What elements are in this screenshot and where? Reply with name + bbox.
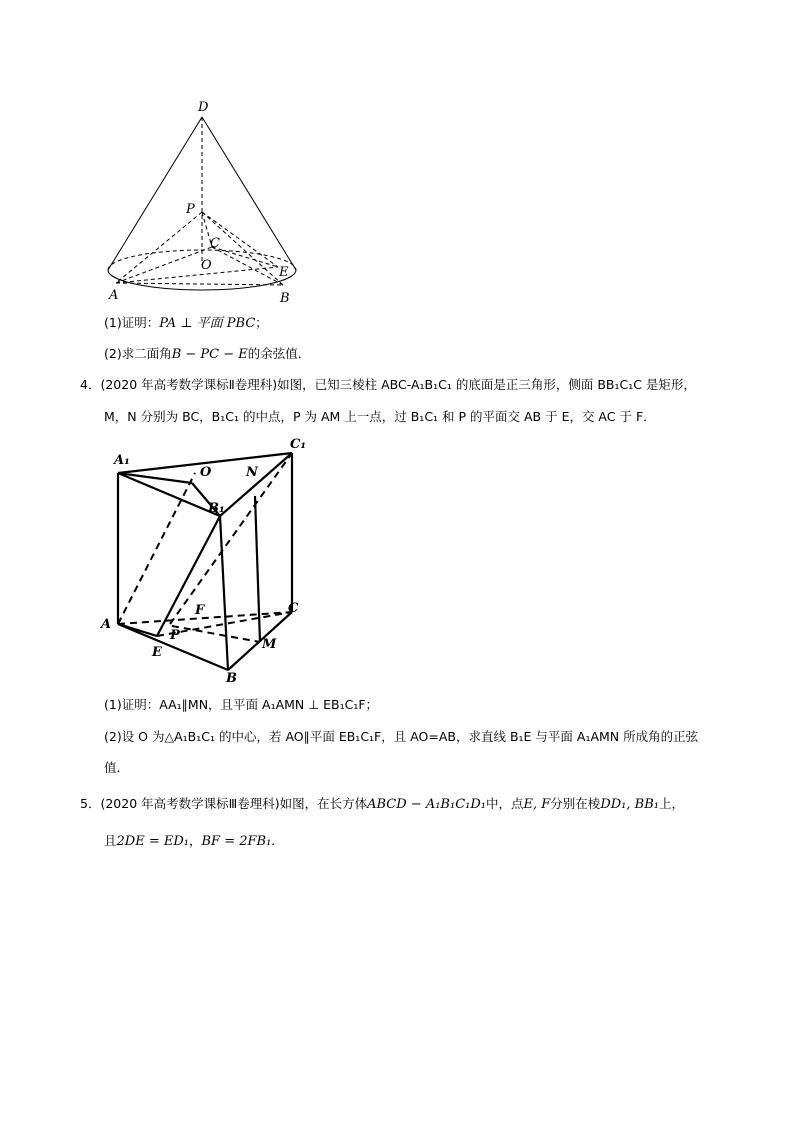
prism-figure <box>100 436 320 686</box>
problem3-q1: (1)证明：PA ⊥ 平面 PBC； <box>104 315 268 331</box>
label-M: M <box>262 637 277 652</box>
problem4-line2: M，N 分别为 BC，B₁C₁ 的中点，P 为 AM 上一点，过 B₁C₁ 和 P 的平面交 AB 于 E，交 AC 于 F． <box>104 409 656 424</box>
problem5-line1: 5．(2020 年高考数学课标Ⅲ卷理科)如图，在长方体ABCD − A₁B₁C₁D₁中，点E, F分别在棱DD₁, BB₁上， <box>80 796 684 812</box>
label-O: O <box>201 258 212 273</box>
problem4-line1: 4．(2020 年高考数学课标Ⅱ卷理科)如图，已知三棱柱 ABC-A₁B₁C₁ 的底面是正三角形，侧面 BB₁C₁C 是矩形， <box>80 377 696 392</box>
label-P: P <box>186 202 195 217</box>
label-A1: A₁ <box>114 453 130 468</box>
label-O: O <box>200 465 212 480</box>
label-N: N <box>246 465 258 480</box>
label-A: A <box>101 617 112 632</box>
label-B: B <box>280 291 290 306</box>
label-F: F <box>195 603 205 618</box>
label-E: E <box>279 265 289 280</box>
cone-base-front <box>108 270 296 290</box>
cone-figure <box>100 95 310 310</box>
problem4-q2-line1: (2)设 O 为△A₁B₁C₁ 的中心，若 AO∥平面 EB₁C₁F，且 AO=AB，求直线 B₁E 与平面 A₁AMN 所成角的正弦 <box>104 729 699 744</box>
label-E: E <box>152 645 162 660</box>
cone-edge-left <box>108 117 202 270</box>
label-C1: C₁ <box>290 437 307 452</box>
label-A: A <box>109 288 119 303</box>
problem3-q2: (2)求二面角B − PC − E的余弦值． <box>104 346 311 362</box>
label-B1: B₁ <box>208 501 225 516</box>
label-P: P <box>170 628 180 643</box>
label-B: B <box>226 671 237 686</box>
problem5-line2: 且2DE = ED₁，BF = 2FB₁． <box>104 833 284 849</box>
label-D: D <box>198 100 209 115</box>
label-C: C <box>210 236 220 251</box>
problem4-q1: (1)证明：AA₁∥MN，且平面 A₁AMN ⊥ EB₁C₁F； <box>104 697 379 712</box>
label-C: C <box>288 601 299 616</box>
problem4-q2-line2: 值． <box>104 760 130 775</box>
